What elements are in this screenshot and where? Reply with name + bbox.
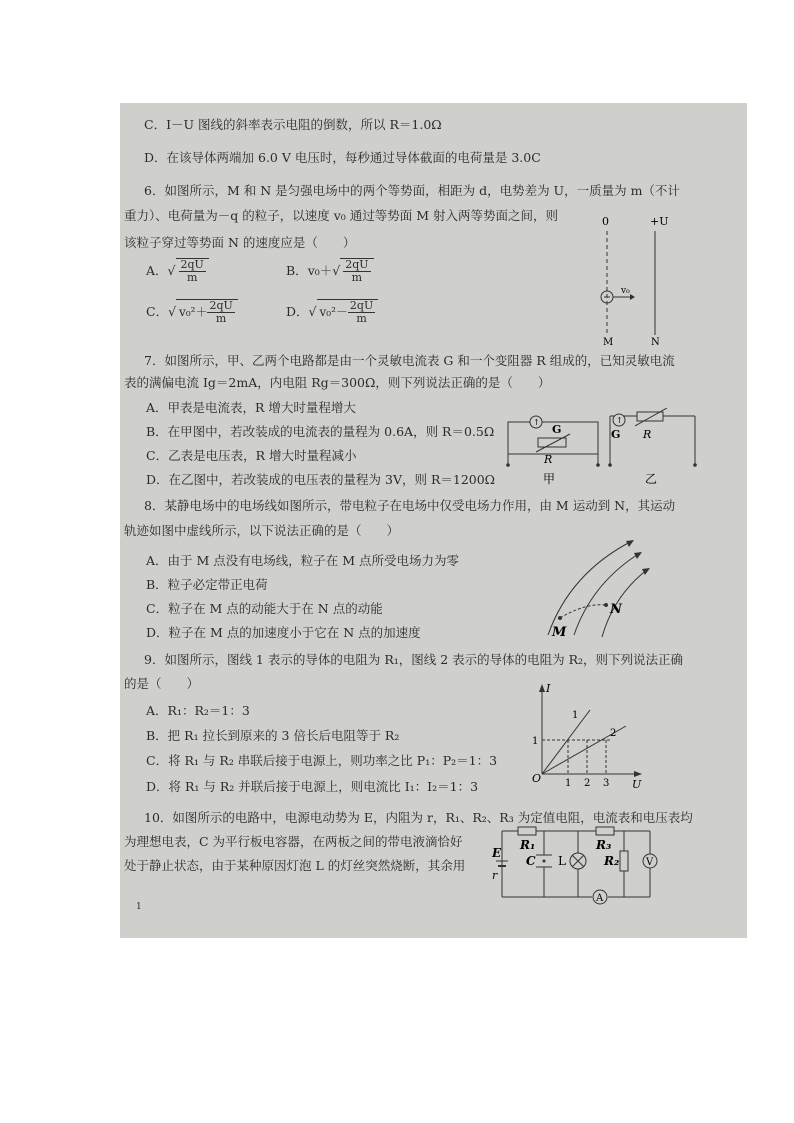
q6-figure (580, 213, 700, 348)
q6-option-c: C．√ v₀²＋ $\frac{2qU}{m}$ (146, 299, 238, 325)
fig6-label-m: M (603, 337, 614, 348)
q9-figure (528, 678, 648, 793)
label-e: E (492, 846, 502, 860)
rheostat-icon (637, 412, 663, 421)
x-axis-label: U (632, 778, 642, 791)
origin-label: O (532, 772, 542, 785)
q10-stem-3: 处于静止状态，由于某种原因灯泡 L 的灯丝突然烧断，其余用 (124, 858, 466, 873)
fig6-label-zero: 0 (602, 215, 609, 228)
rheostat-icon (538, 438, 566, 447)
resistor-r2 (620, 851, 628, 871)
svg-text:↑: ↑ (616, 416, 623, 425)
label-l: L (558, 854, 566, 868)
fig7a-caption: 甲 (543, 472, 556, 486)
q8-option-c: C．粒子在 M 点的动能大于在 N 点的动能 (146, 601, 383, 616)
q7-figure-a (500, 408, 605, 488)
fig8-label-n: N (610, 602, 622, 617)
q8-stem-2: 轨迹如图中虚线所示，以下说法正确的是（ ） (124, 523, 400, 538)
q10-figure (492, 825, 662, 913)
field-line-3 (602, 569, 648, 637)
q9-option-d: D．将 R₁ 与 R₂ 并联后接于电源上，则电流比 I₁：I₂＝1：3 (146, 779, 479, 794)
q7-option-c: C．乙表是电压表，R 增大时量程减小 (146, 448, 357, 463)
q6-stem-1: 6．如图所示，M 和 N 是匀强电场中的两个等势面，相距为 d，电势差为 U，一质量为 m（不计 (144, 183, 680, 198)
label-r3: R₃ (596, 838, 612, 852)
q5-option-c: C．I－U 图线的斜率表示电阻的倒数，所以 R＝1.0Ω (144, 117, 442, 132)
fig7b-caption: 乙 (645, 472, 658, 486)
svg-text:↑: ↑ (533, 418, 540, 427)
q8-option-d: D．粒子在 M 点的加速度小于它在 N 点的加速度 (146, 625, 421, 640)
q6-stem-3: 该粒子穿过等势面 N 的速度应是（ ） (124, 235, 356, 250)
y-axis-label: I (546, 682, 551, 695)
q5-option-d: D．在该导体两端加 6.0 V 电压时，每秒通过导体截面的电荷量是 3.0C (144, 150, 541, 165)
q9-option-a: A．R₁：R₂＝1：3 (146, 703, 250, 718)
line-2-label: 2 (610, 728, 617, 739)
q8-stem-1: 8．某静电场中的电场线如图所示，带电粒子在电场中仅受电场力作用，由 M 运动到 N，其运动 (144, 498, 676, 513)
x-tick-3: 3 (603, 778, 610, 789)
q7-option-a: A．甲表是电流表，R 增大时量程增大 (146, 400, 356, 415)
resistor-r3 (596, 827, 614, 835)
fig7a-label-g: G (552, 423, 562, 436)
line-1 (542, 710, 590, 774)
q7-stem-2: 表的满偏电流 Ig＝2mA，内电阻 Rg＝300Ω，则下列说法正确的是（ ） (124, 375, 551, 390)
resistor-r1 (518, 827, 536, 835)
trajectory (560, 605, 606, 618)
exam-page (120, 103, 747, 938)
x-tick-1: 1 (565, 778, 572, 789)
fig6-label-plus-u: +U (650, 215, 669, 228)
label-r2: R₂ (604, 854, 620, 868)
field-line-1 (548, 541, 632, 635)
q10-stem-1: 10．如图所示的电路中，电源电动势为 E，内阻为 r，R₁、R₂、R₃ 为定值电阻，电流表和电压表均 (144, 810, 693, 825)
q9-option-c: C．将 R₁ 与 R₂ 串联后接于电源上，则功率之比 P₁：P₂＝1：3 (146, 753, 498, 768)
fig7b-label-g: G (611, 428, 621, 441)
q8-option-b: B．粒子必定带正电荷 (146, 577, 268, 592)
q8-figure (540, 533, 650, 643)
velocity-label: v₀ (621, 286, 630, 296)
q6-option-a: A．√ $\frac{2qU}{m}$ (146, 258, 209, 284)
q6-option-b: B．v₀＋√ $\frac{2qU}{m}$ (286, 258, 374, 284)
label-v: V (646, 857, 654, 868)
q9-stem-1: 9．如图所示，图线 1 表示的导体的电阻为 R₁，图线 2 表示的导体的电阻为 R₂，则下列说法正确 (144, 652, 684, 667)
q6-stem-2: 重力）、电荷量为－q 的粒子，以速度 v₀ 通过等势面 M 射入两等势面之间，则 (124, 208, 558, 223)
q6-option-d: D．√ v₀²－ $\frac{2qU}{m}$ (286, 299, 378, 325)
fig7b-label-r: R (643, 428, 652, 441)
q10-stem-2: 为理想电表，C 为平行板电容器，在两板之间的带电液滴恰好 (124, 834, 463, 849)
fig8-label-m: M (552, 625, 567, 640)
x-tick-2: 2 (584, 778, 591, 789)
label-r1: R₁ (520, 838, 536, 852)
q7-stem-1: 7．如图所示，甲、乙两个电路都是由一个灵敏电流表 G 和一个变阻器 R 组成的，已知灵敏电流 (144, 353, 675, 368)
y-tick-1: 1 (532, 736, 539, 747)
q7-figure-b (605, 408, 710, 488)
fig7a-label-r: R (544, 453, 553, 466)
line-1-label: 1 (572, 710, 579, 721)
page-number: 1 (136, 902, 142, 912)
q9-option-b: B．把 R₁ 拉长到原来的 3 倍长后电阻等于 R₂ (146, 728, 400, 743)
q9-stem-2: 的是（ ） (124, 676, 200, 691)
q8-option-a: A．由于 M 点没有电场线，粒子在 M 点所受电场力为零 (146, 553, 460, 568)
q7-option-b: B．在甲图中，若改装成的电流表的量程为 0.6A，则 R＝0.5Ω (146, 424, 495, 439)
q7-option-d: D．在乙图中，若改装成的电压表的量程为 3V，则 R＝1200Ω (146, 472, 496, 487)
label-r: r (492, 869, 498, 882)
velocity-arrowhead (630, 294, 635, 300)
fig6-label-n: N (651, 337, 660, 348)
label-c: C (526, 854, 536, 868)
label-a: A (596, 893, 604, 904)
